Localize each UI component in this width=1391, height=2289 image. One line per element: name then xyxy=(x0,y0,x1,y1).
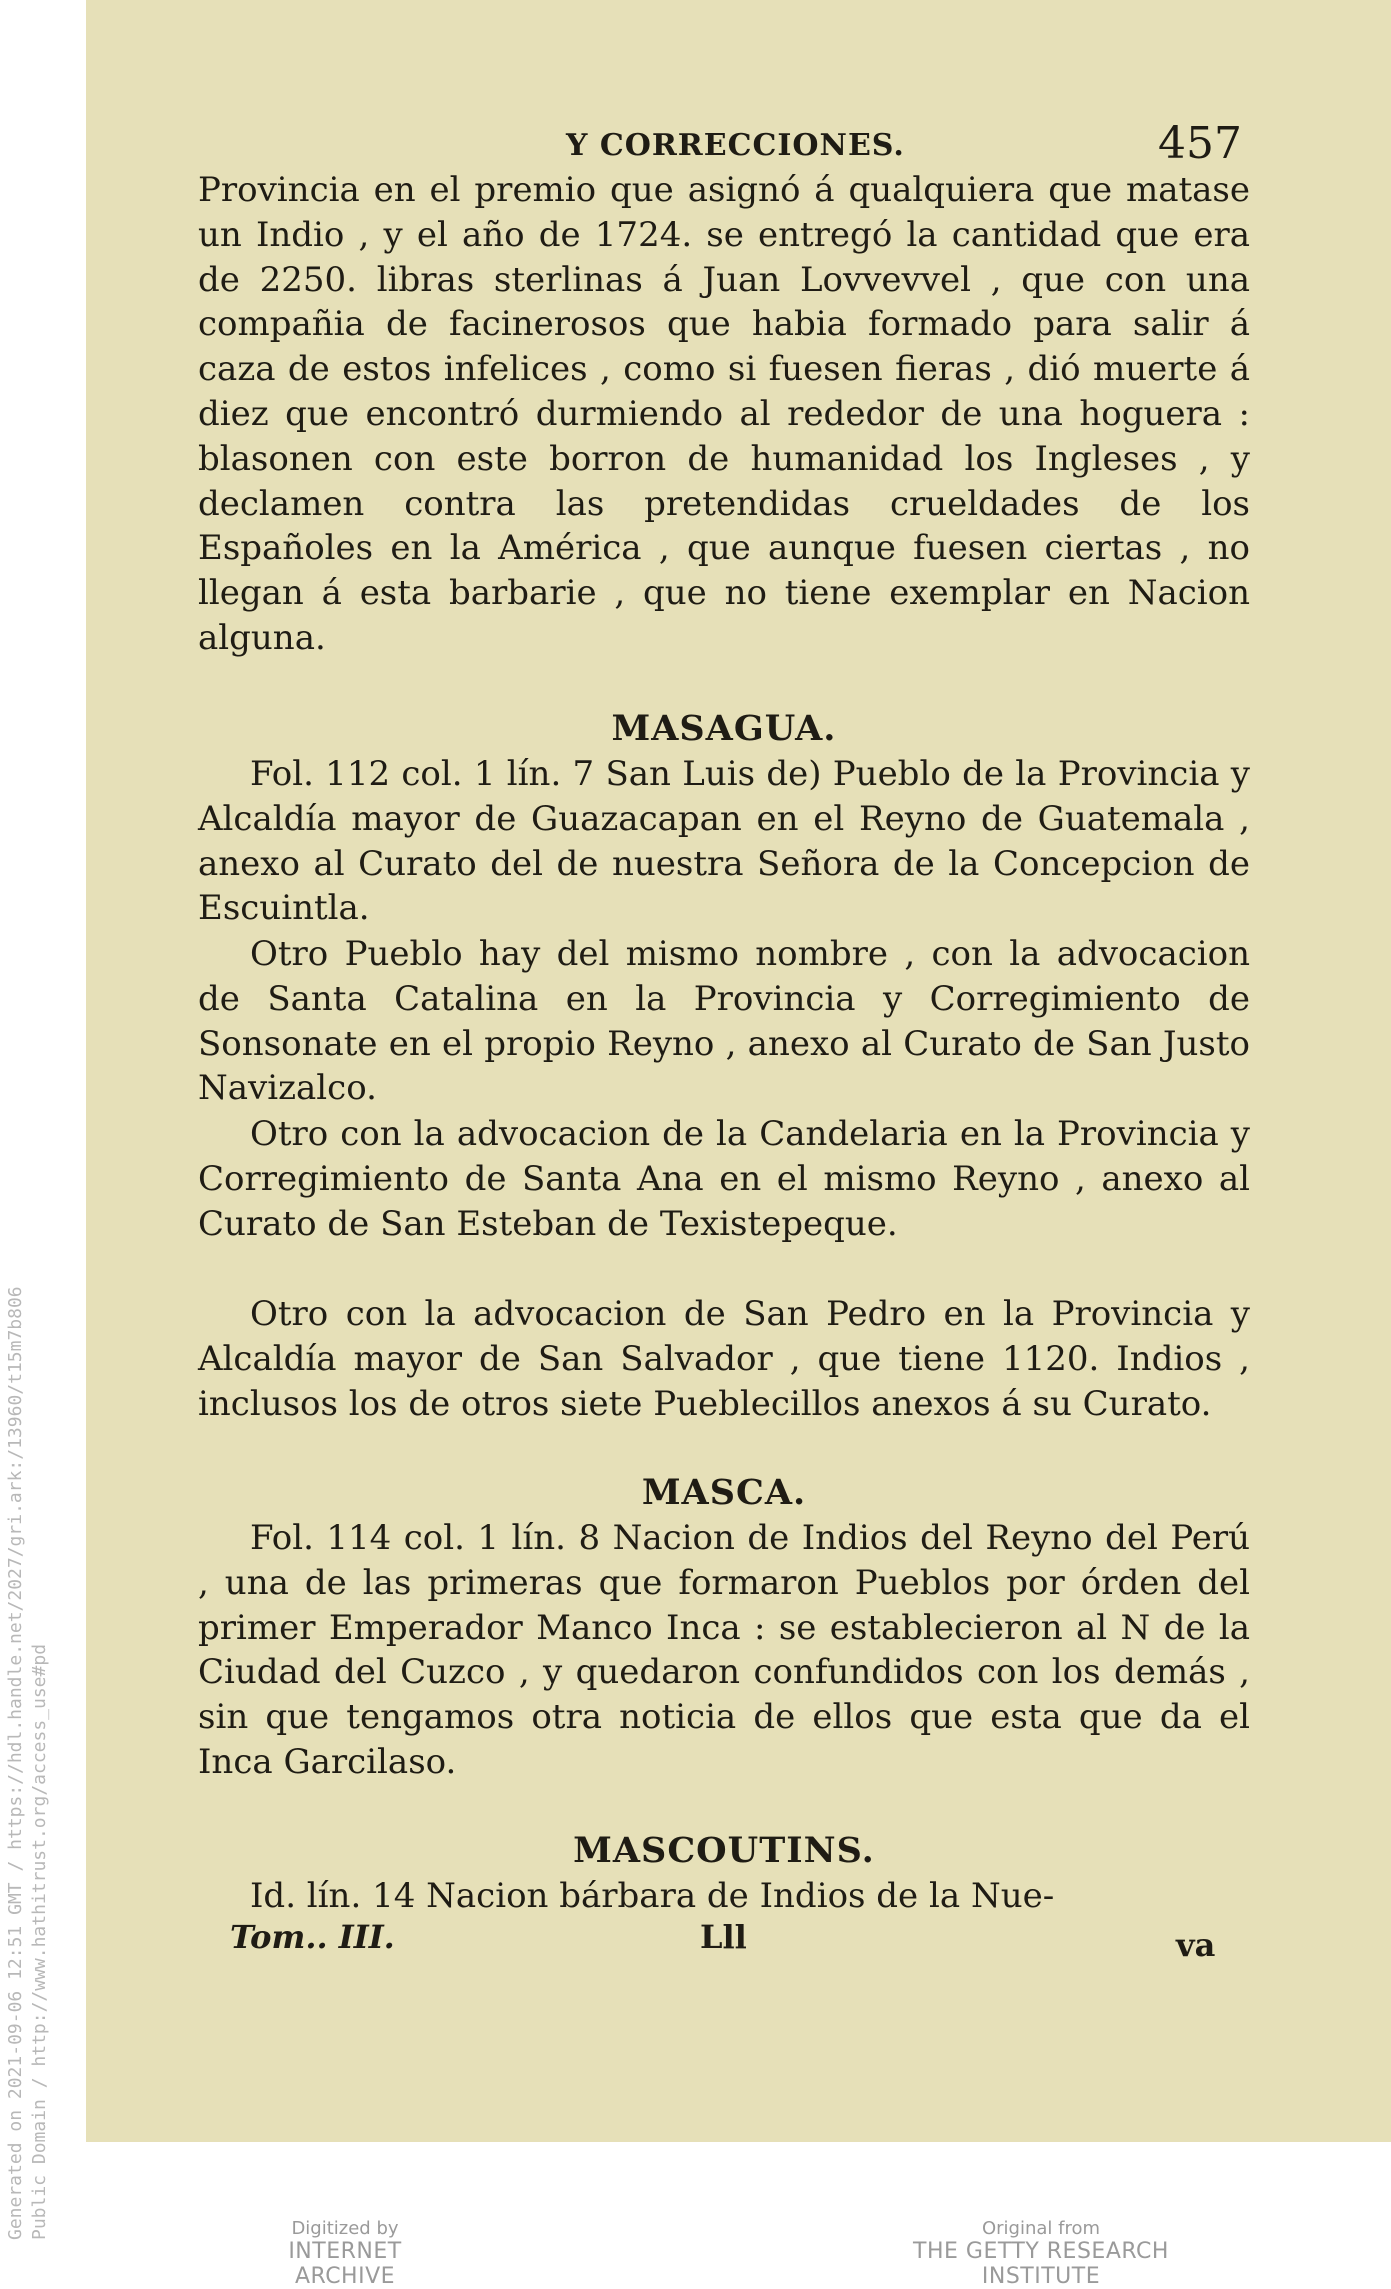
entry-paragraph: Fol. 112 col. 1 lín. 7 San Luis de) Pueblo de la Provincia y Alcaldía mayor de Guazacapan en el Reyno de Guatemala , anexo al Curato del de nuestra Señora de la Concepcion de Escuintla. xyxy=(198,754,1250,929)
catchword: va xyxy=(1176,1926,1216,1964)
footer-original-label: Original from xyxy=(981,2218,1101,2239)
entry-heading-masagua: MASAGUA. xyxy=(611,708,837,749)
page-number: 457 xyxy=(1158,118,1242,169)
signature-mark: Lll xyxy=(700,1918,747,1956)
footer-internet-archive: INTERNET ARCHIVE xyxy=(288,2239,402,2289)
entry-heading-mascoutins: MASCOUTINS. xyxy=(573,1830,875,1871)
entry-paragraph: Otro con la advocacion de la Candelaria en la Provincia y Corregimiento de Santa Ana en el mismo Reyno , anexo al Curato de San Esteban de Texistepeque. xyxy=(198,1114,1250,1244)
footer-digitized-by xyxy=(240,2218,450,2289)
signature-volume: Tom.. III. xyxy=(230,1918,395,1956)
entry-paragraph: Otro Pueblo hay del mismo nombre , con la advocacion de Santa Catalina en la Provincia y Corregimiento de Sonsonate en el propio Reyno , anexo al Curato de San Justo Navizalco. xyxy=(198,934,1250,1109)
side-stamp-public-domain: Public Domain / http://www.hathitrust.org/access_use#pd xyxy=(29,1643,50,2240)
continued-paragraph: Provincia en el premio que asignó á qualquiera que matase un Indio , y el año de 1724. se entregó la cantidad que era de 2250. libras sterlinas á Juan Lovvevvel , que con una compañia de facinerosos que habia formado para salir á caza de estos infelices , como si fuesen fieras , dió muerte á diez que encontró durmiendo al rededor de una hoguera : blasonen con este borron de humanidad los Ingleses , y declamen contra las pretendidas crueldades de los Españoles en la América , que aunque fuesen ciertas , no llegan á esta barbarie , que no tiene exemplar en Nacion alguna. xyxy=(198,170,1250,658)
entry-paragraph: Id. lín. 14 Nacion bárbara de Indios de la Nue- xyxy=(250,1876,1055,1916)
footer-digitized-label: Digitized by xyxy=(291,2218,399,2239)
hathitrust-side-stamp xyxy=(4,1160,54,2240)
running-head: Y CORRECCIONES. xyxy=(566,128,905,163)
footer-getty-institute: THE GETTY RESEARCH INSTITUTE xyxy=(913,2239,1169,2289)
footer-original-from xyxy=(856,2218,1226,2289)
entry-paragraph: Otro con la advocacion de San Pedro en la Provincia y Alcaldía mayor de San Salvador , que tiene 1120. Indios , inclusos los de otros siete Pueblecillos anexos á su Curato. xyxy=(198,1294,1250,1424)
side-stamp-generated: Generated on 2021-09-06 12:51 GMT / https://hdl.handle.net/2027/gri.ark:/13960/t15m7b806 xyxy=(5,1286,26,2240)
entry-paragraph: Fol. 114 col. 1 lín. 8 Nacion de Indios del Reyno del Perú , una de las primeras que formaron Pueblos por órden del primer Emperador Manco Inca : se establecieron al N de la Ciudad del Cuzco , y quedaron confundidos con los demás , sin que tengamos otra noticia de ellos que esta que da el Inca Garcilaso. xyxy=(198,1518,1250,1782)
entry-heading-masca: MASCA. xyxy=(641,1472,807,1513)
